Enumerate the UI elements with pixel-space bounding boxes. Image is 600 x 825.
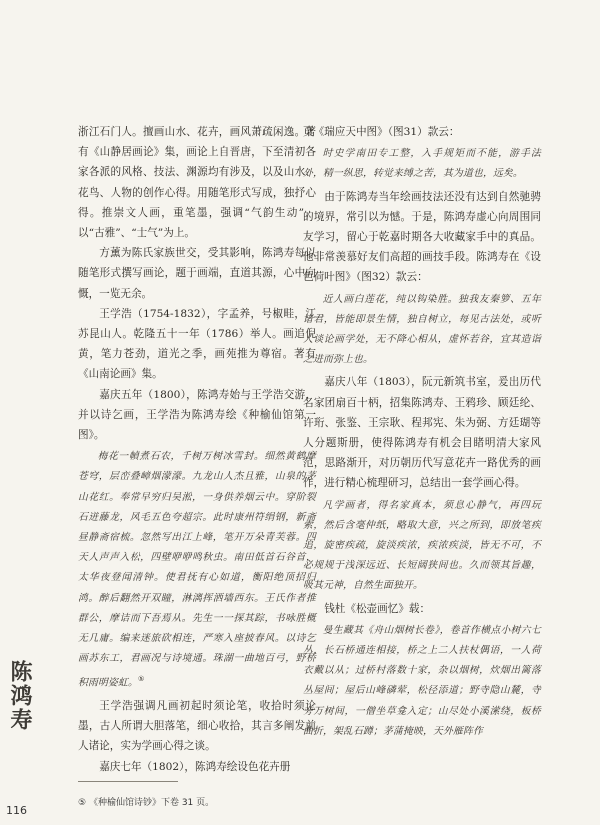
paragraph-text: 曼生藏其《舟山烟树长卷》，卷首作横点小树六七丛，长石桥通连相接，桥之上二人扶杖偶语，一人荷衣戴以从；过桥村落数十家，杂以烟树，炊烟出篱落丛屋间；屋后山峰磷荤，松径添道；野寺隐山麓，寺旁万树间，一僧坐草龛入定；山尽处小溪潆绕，板桥曲折，架乱石蹲；茅蒲掩映，天外雁阵作 xyxy=(303,624,541,737)
footnote-marker: ⑤ xyxy=(78,798,87,808)
paragraph-text: 嘉庆八年（1803），阮元新筑书室，爰出历代名家团扇百十柄，招集陈鸿寿、王鸦珍、顾廷纶、许珩、张鉴、王宗耿、程邦宪、朱为弼、方廷瑚等人分题斯册，使得陈鸿寿有机会目睹明清大家风范，思路渐开，对历朝历代写意花卉一路优秀的画作，进行精心梳理研习，总结出一套学画心得。 xyxy=(303,376,541,490)
right-text-column xyxy=(303,122,541,744)
paragraph-text: 由于陈鸿寿当年绘画技法还没有达到自然驰骋的境界，常引以为憾。于是，陈鸿寿虚心向周围同友学习，留心于乾嘉时期各大收藏家手中的真品。他非常羡慕好友们高超的画技手段。陈鸿寿在《设色荷叶图》（图32）款云： xyxy=(303,190,541,284)
paragraph-text: 嘉庆五年（1800），陈鸿寿始与王学浩交游，并以诗乞画，王学浩为陈鸿寿绘《种榆仙馆第一图》。 xyxy=(78,388,316,442)
paragraph-text: 凡学画者，得名家真本，须息心静气，再四玩索，然后含毫仲纸，略取大意，兴之所到，即放笔疾追，旋密疾疏，旋淡疾浓，疾浓疾淡，皆无不可，不必规规于浅深远近、长短阔狭间也。久而领其旨趣，吸其元神，自然生面独开。 xyxy=(303,499,541,592)
paragraph-text: 时史学南田专工整，入手规矩而不能，游手法外，精一纵思，转觉来缚之苦，其为道也，远矣。 xyxy=(303,148,541,180)
quoted-paragraph xyxy=(303,290,541,371)
body-paragraph xyxy=(78,696,316,757)
paragraph-text: 王学浩强调凡画初起时须论笔，收拾时须论墨，古人所谓大胆落笔，细心收拾，其言多阐发前人诸论，实为学画心得之谈。 xyxy=(78,699,316,753)
body-paragraph xyxy=(303,372,541,493)
body-paragraph xyxy=(78,385,316,446)
footnote-reference: ⑤ xyxy=(137,675,145,684)
quoted-paragraph xyxy=(303,621,541,742)
page-number: 116 xyxy=(6,804,27,817)
paragraph-text: 浙江石门人。擅画山水、花卉，画风萧疏闲逸。著有《山静居画论》集，画论上自晋唐，下至清初各家各派的风格、技法、渊源均有涉及，以及山水、花鸟、人物的创作心得。用随笔形式写成，独抒心得。推崇文人画，重笔墨，强调“气韵生动”，以“古雅”、“士气”为上。 xyxy=(78,126,316,240)
paragraph-text: 方薰为陈氏家族世交，受其影响，陈鸿寿每以随笔形式撰写画论，题于画端，直道其源，心中向慨，一览无余。 xyxy=(78,247,316,300)
body-paragraph xyxy=(78,243,316,304)
paragraph-text: 嘉庆七年（1802），陈鸿寿绘设色花卉册 xyxy=(99,760,291,773)
footnote-divider xyxy=(78,781,178,782)
body-paragraph xyxy=(78,304,316,385)
side-calligraphy-title: 陈鸿寿 xyxy=(7,660,33,732)
left-text-column xyxy=(78,122,316,777)
body-paragraph xyxy=(303,599,541,619)
paragraph-text: 近人画白莲花，纯以钩染胜。独我友秦箩、五年诸君，皆能即景生情，独自树立，每见古法处，或听人谈论画学处，无不降心相从，虚怀若谷，宜其造诣之进而弥上也。 xyxy=(303,293,541,366)
body-paragraph xyxy=(78,122,316,243)
paragraph-text: 钱杜《松壶画忆》载： xyxy=(324,602,431,615)
quoted-paragraph xyxy=(303,144,541,184)
body-paragraph xyxy=(78,757,316,777)
paragraph-text: 梅花一幀煮石农，千树万树冰雪封。细然黄鹤摩苍穹，层峦叠嶂烟濛濛。九龙山人杰且雅，山泉的茅山花红。奉常早穷归吴淞，一身供养烟云中。穿阶裂石迸藤龙，风毛五色夸超宗。此时康州符绢钢，新斋昼静斋宿梳。忽然写出江上峰，笔开万朵青芙蓉。四天人声声入松，四壁咿咿鸣秋虫。南田低首石谷首，太华夜登闻清钟。使君抚有心如道，衡阳绝顶招归鸿。醉后翻然开双瞳，淋漓挥洒墙西东。王氏作者推群公，摩诘而下吾焉从。先生一一探其踪，书咏胜概无几庸。编来迷旅砍相连，严寒入座披春风。以诗乞画苏东工，君画况与诗境通。珠湖一曲地百弓，野桥积雨明姿虹。 xyxy=(78,451,316,689)
body-paragraph xyxy=(303,187,541,288)
quoted-paragraph xyxy=(303,496,541,597)
footnote xyxy=(78,795,214,808)
footnote-text: 《种榆仙馆诗钞》下卷 31 页。 xyxy=(88,798,215,808)
body-paragraph xyxy=(303,122,541,142)
paragraph-text: 王学浩（1754-1832），字孟养，号椒畦，江苏昆山人。乾隆五十一年（1786）举人。画追倪黄，笔力苍劲，道光之季，画苑推为尊宿。著有《山南论画》集。 xyxy=(78,307,316,381)
quoted-paragraph xyxy=(78,447,316,694)
paragraph-text: 页《瑞应天中图》（图31）款云： xyxy=(303,126,460,138)
